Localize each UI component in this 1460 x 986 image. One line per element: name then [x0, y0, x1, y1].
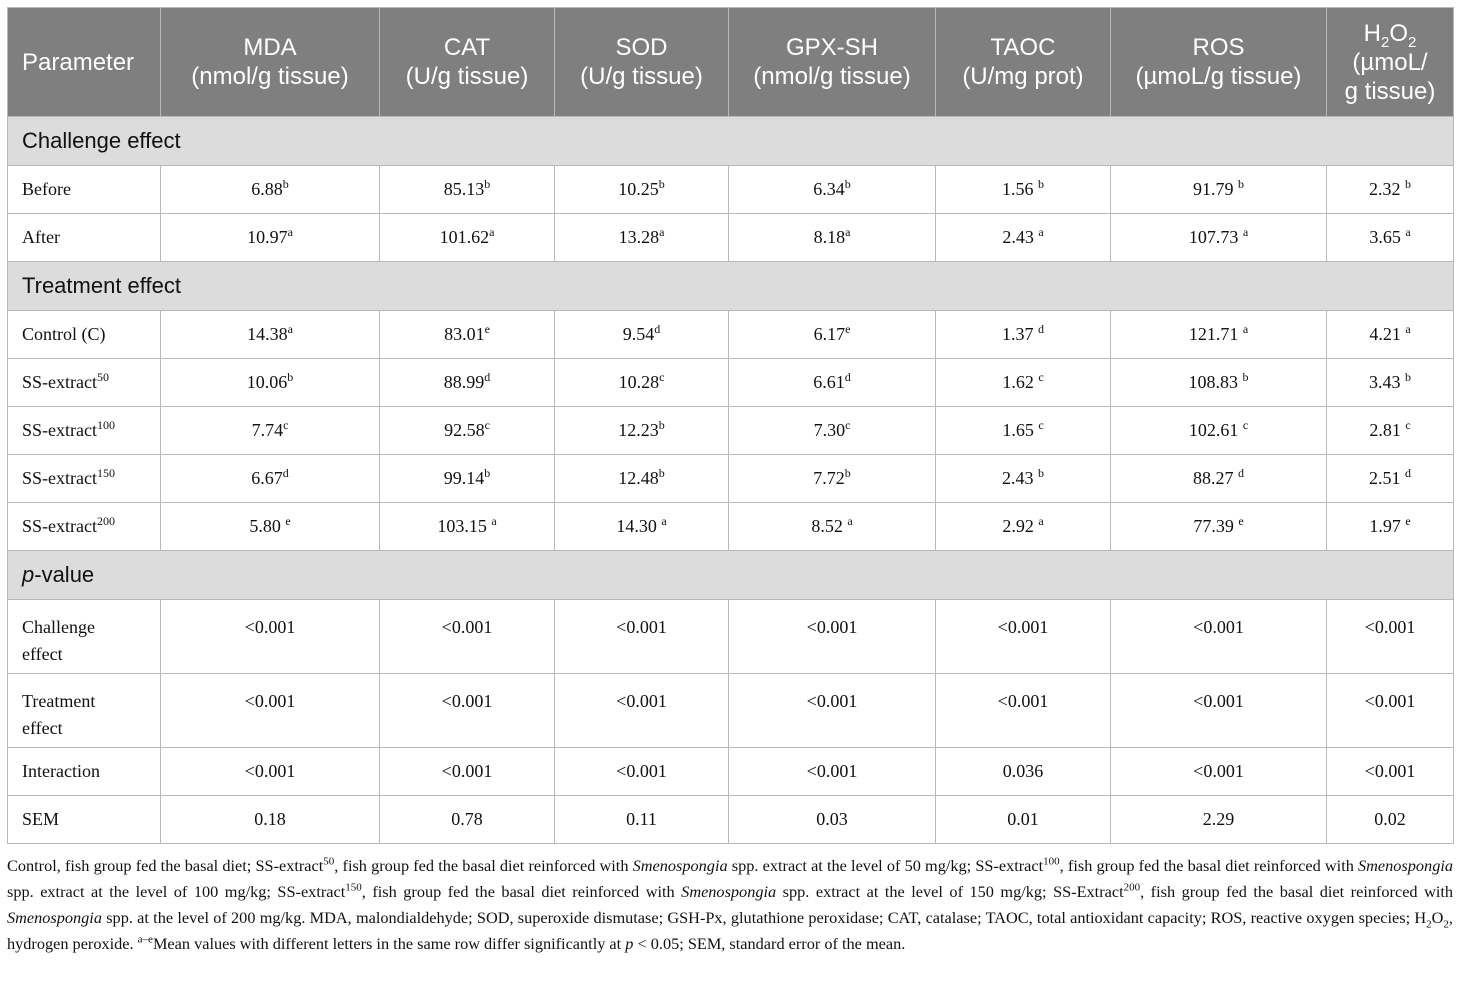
table-cell: <0.001	[555, 748, 729, 796]
row-label: After	[8, 214, 161, 262]
table-cell: 8.18$^a$	[729, 214, 936, 262]
table-row	[8, 748, 1454, 796]
table-cell: 6.67$^d$	[161, 455, 380, 503]
table-cell: <0.001	[1327, 674, 1454, 748]
row-label: SS-extract$^{150}$	[8, 455, 161, 503]
table-cell: 12.48$^b$	[555, 455, 729, 503]
table-cell: <0.001	[161, 600, 380, 674]
table-cell: 91.79 $^b$	[1111, 166, 1327, 214]
table-cell: 0.03	[729, 796, 936, 844]
table-cell: 0.036	[936, 748, 1111, 796]
header-sod: SOD (U/g tissue)	[555, 8, 729, 117]
table-cell: 10.97$^a$	[161, 214, 380, 262]
table-cell: 2.81 $^c$	[1327, 407, 1454, 455]
table-cell: <0.001	[936, 600, 1111, 674]
table-cell: 77.39 $^e$	[1111, 503, 1327, 551]
table-row	[8, 600, 1454, 674]
table-row	[8, 503, 1454, 551]
table-cell: 83.01e	[380, 311, 555, 359]
row-label: Interaction	[8, 748, 161, 796]
section-treatment	[8, 262, 1454, 311]
table-cell: <0.001	[729, 600, 936, 674]
table-cell: <0.001	[936, 674, 1111, 748]
table-cell: <0.001	[380, 674, 555, 748]
table-cell: <0.001	[729, 674, 936, 748]
table-cell: <0.001	[380, 748, 555, 796]
table-cell: 13.28$^a$	[555, 214, 729, 262]
table-cell: 102.61 $^c$	[1111, 407, 1327, 455]
table-row	[8, 674, 1454, 748]
header-gpx-sh: GPX-SH (nmol/g tissue)	[729, 8, 936, 117]
table-row	[8, 311, 1454, 359]
section-label: Challenge effect	[8, 117, 1454, 166]
header-h2o2: $H_2O_2$ (µmoL/ g tissue)	[1327, 8, 1454, 117]
table-footnote: Control, fish group fed the basal diet; SS-extract$^{50}$, fish group fed the basal diet reinforced with Smenospongia spp. extract at the level of 50 mg/kg; SS-extract$^{100}$, fish group fed the basal diet reinforced with Smenospongia spp. extract at the level of 100 mg/kg; SS-extract$^{150}$, fish group fed the basal diet reinforced with Smenospongia spp. extract at the level of 150 mg/kg; SS-Extract$^{200}$, fish group fed the basal diet reinforced with Smenospongia spp. at the level of 200 mg/kg. MDA, malondialdehyde; SOD, superoxide dismutase; GSH-Px, glutathione peroxidase; CAT, catalase; TAOC, total antioxidant capacity; ROS, reactive oxygen species; $H_2O_2$, hydrogen peroxide. $^{a-e}$Mean values with different letters in the same row differ significantly at p < 0.05; SEM, standard error of the mean.	[7, 855, 1454, 953]
table-cell: 2.29	[1111, 796, 1327, 844]
row-label: SS-extract$^{100}$	[8, 407, 161, 455]
table-row	[8, 214, 1454, 262]
row-label: SS-extract$^{200}$	[8, 503, 161, 551]
header-row	[8, 8, 1454, 117]
table-cell: <0.001	[1327, 600, 1454, 674]
table-cell: 92.58$^c$	[380, 407, 555, 455]
row-label: Before	[8, 166, 161, 214]
table-cell: 6.88$^b$	[161, 166, 380, 214]
table-cell: 2.43 $^b$	[936, 455, 1111, 503]
table-cell: <0.001	[555, 674, 729, 748]
table-cell: 5.80 $^e$	[161, 503, 380, 551]
header-mda: MDA (nmol/g tissue)	[161, 8, 380, 117]
table-cell: 88.27 $^d$	[1111, 455, 1327, 503]
section-label: Treatment effect	[8, 262, 1454, 311]
table-cell: 12.23$^b$	[555, 407, 729, 455]
header-cat: CAT (U/g tissue)	[380, 8, 555, 117]
section-challenge	[8, 117, 1454, 166]
table-cell: 6.17e	[729, 311, 936, 359]
table-cell: 10.06$^b$	[161, 359, 380, 407]
table-cell: 7.72$^b$	[729, 455, 936, 503]
table-cell: <0.001	[1327, 748, 1454, 796]
table-cell: <0.001	[380, 600, 555, 674]
table-cell: 9.54$^d$	[555, 311, 729, 359]
table-cell: 1.62 $^c$	[936, 359, 1111, 407]
table-cell: 88.99$^d$	[380, 359, 555, 407]
table-cell: <0.001	[161, 674, 380, 748]
row-label: Challenge effect	[8, 600, 161, 674]
table-cell: 8.52 $^a$	[729, 503, 936, 551]
header-taoc: TAOC (U/mg prot)	[936, 8, 1111, 117]
table-cell: 14.38$^a$	[161, 311, 380, 359]
table-cell: 2.51 $^d$	[1327, 455, 1454, 503]
table-row	[8, 455, 1454, 503]
table-row	[8, 407, 1454, 455]
table-cell: 2.92 $^a$	[936, 503, 1111, 551]
section-pvalue	[8, 551, 1454, 600]
table-cell: 1.56 $^b$	[936, 166, 1111, 214]
table-cell: 0.78	[380, 796, 555, 844]
table-cell: 6.61$^d$	[729, 359, 936, 407]
table-cell: 10.28$^c$	[555, 359, 729, 407]
row-label: Control (C)	[8, 311, 161, 359]
table-cell: 7.74$^c$	[161, 407, 380, 455]
table-figure	[7, 7, 1453, 957]
table-cell: 101.62$^a$	[380, 214, 555, 262]
table-cell: 0.01	[936, 796, 1111, 844]
table-cell: 6.34$^b$	[729, 166, 936, 214]
table-row	[8, 166, 1454, 214]
table-cell: <0.001	[1111, 600, 1327, 674]
table-cell: <0.001	[1111, 748, 1327, 796]
row-label: SS-extract$^{50}$	[8, 359, 161, 407]
table-cell: 85.13$^b$	[380, 166, 555, 214]
table-cell: 121.71 $^a$	[1111, 311, 1327, 359]
table-cell: <0.001	[729, 748, 936, 796]
header-ros: ROS (µmoL/g tissue)	[1111, 8, 1327, 117]
table-cell: 0.18	[161, 796, 380, 844]
table-cell: <0.001	[555, 600, 729, 674]
table-cell: 14.30 $^a$	[555, 503, 729, 551]
table-cell: 1.65 $^c$	[936, 407, 1111, 455]
row-label: SEM	[8, 796, 161, 844]
table-cell: <0.001	[161, 748, 380, 796]
table-cell: 10.25$^b$	[555, 166, 729, 214]
table-cell: 2.32 $^b$	[1327, 166, 1454, 214]
table-row	[8, 359, 1454, 407]
table-cell: 99.14$^b$	[380, 455, 555, 503]
table-cell: 3.65 $^a$	[1327, 214, 1454, 262]
table-cell: 7.30$^c$	[729, 407, 936, 455]
table-cell: 4.21 $^a$	[1327, 311, 1454, 359]
row-label: Treatment effect	[8, 674, 161, 748]
table-cell: 107.73 $^a$	[1111, 214, 1327, 262]
table-cell: 3.43 $^b$	[1327, 359, 1454, 407]
table-cell: 0.11	[555, 796, 729, 844]
table-body	[8, 117, 1454, 844]
table-cell: 1.97 $^e$	[1327, 503, 1454, 551]
table-cell: 0.02	[1327, 796, 1454, 844]
table-cell: 103.15 $^a$	[380, 503, 555, 551]
header-parameter: Parameter	[8, 8, 161, 117]
table-cell: 2.43 $^a$	[936, 214, 1111, 262]
table-cell: 1.37 $^d$	[936, 311, 1111, 359]
table-cell: 108.83 $^b$	[1111, 359, 1327, 407]
table-cell: <0.001	[1111, 674, 1327, 748]
table-row	[8, 796, 1454, 844]
section-label: p-value	[8, 551, 1454, 600]
antioxidant-table	[7, 7, 1454, 844]
